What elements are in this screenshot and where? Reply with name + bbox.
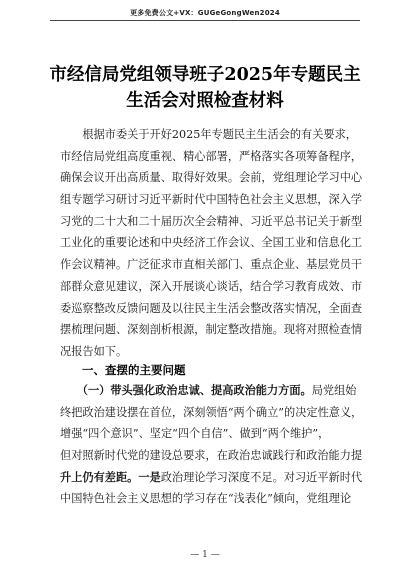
section-paragraph: [60, 380, 363, 510]
text-line: 委巡察整改反馈问题及以往民主生活会整改落实情况，全面查: [60, 301, 363, 315]
text-line: 组专题学习研讨习近平新时代中国特色社会主义思想，深入学: [60, 193, 363, 207]
text-line: 摆梳理问题、深刻剖析根源，制定整改措施。现将对照检查情: [60, 323, 363, 337]
document-title: [40, 62, 370, 114]
text-run: 局党组始: [311, 384, 357, 397]
text-line: [60, 467, 363, 489]
section-heading: 一、查摆的主要问题: [82, 363, 186, 377]
text-line: 部群众意见建议，深入开展谈心谈话，结合学习教育成效、市: [60, 279, 363, 293]
subsection-heading: （一）带头强化政治忠诚、提高政治能力方面。: [82, 384, 312, 397]
intro-paragraph: [60, 124, 363, 363]
indent: [60, 384, 82, 397]
point-label: 升上仍有差距。一是: [60, 470, 161, 484]
text-line: 根据市委关于开好2025年专题民主生活会的有关要求，: [60, 128, 357, 141]
text-line: 增强“四个意识”、坚定“四个自信”、做到“两个维护”，: [60, 427, 330, 441]
text-line: 但对照新时代党的建设总要求，在政治忠诚践行和政治能力提: [60, 449, 363, 463]
title-line-1: 市经信局党组领导班子2025年专题民主: [49, 65, 361, 85]
text-run: 政治理论学习深度不足。对习近平新时代: [160, 470, 363, 484]
text-line: 况报告如下。: [60, 344, 128, 358]
page-number: — 1 —: [190, 550, 220, 560]
title-line-2: 生活会对照检查材料: [126, 91, 284, 111]
text-line: 中国特色社会主义思想的学习存在“浅表化”倾向，党组理论: [60, 492, 352, 506]
header-divider: [50, 20, 360, 21]
text-line: [60, 380, 360, 402]
text-line: 确保会议开出高质量、取得好效果。会前，党组理论学习中心: [60, 171, 363, 185]
text-line: 习党的二十大和二十届历次全会精神、习近平总书记关于新型: [60, 214, 363, 228]
text-line: 终把政治建设摆在首位，深刻领悟“两个确立”的决定性意义，: [60, 405, 363, 419]
text-line: 工业化的重要论述和中央经济工作会议、全国工业和信息化工: [60, 236, 363, 250]
header-watermark: 更多免费公文+VX：GUGeGongWen2024: [130, 9, 280, 17]
text-line: 作会议精神。广泛征求市直相关部门、重点企业、基层党员干: [60, 258, 363, 272]
text-line: 市经信局党组高度重视、精心部署，严格落实各项筹备程序，: [60, 149, 363, 163]
